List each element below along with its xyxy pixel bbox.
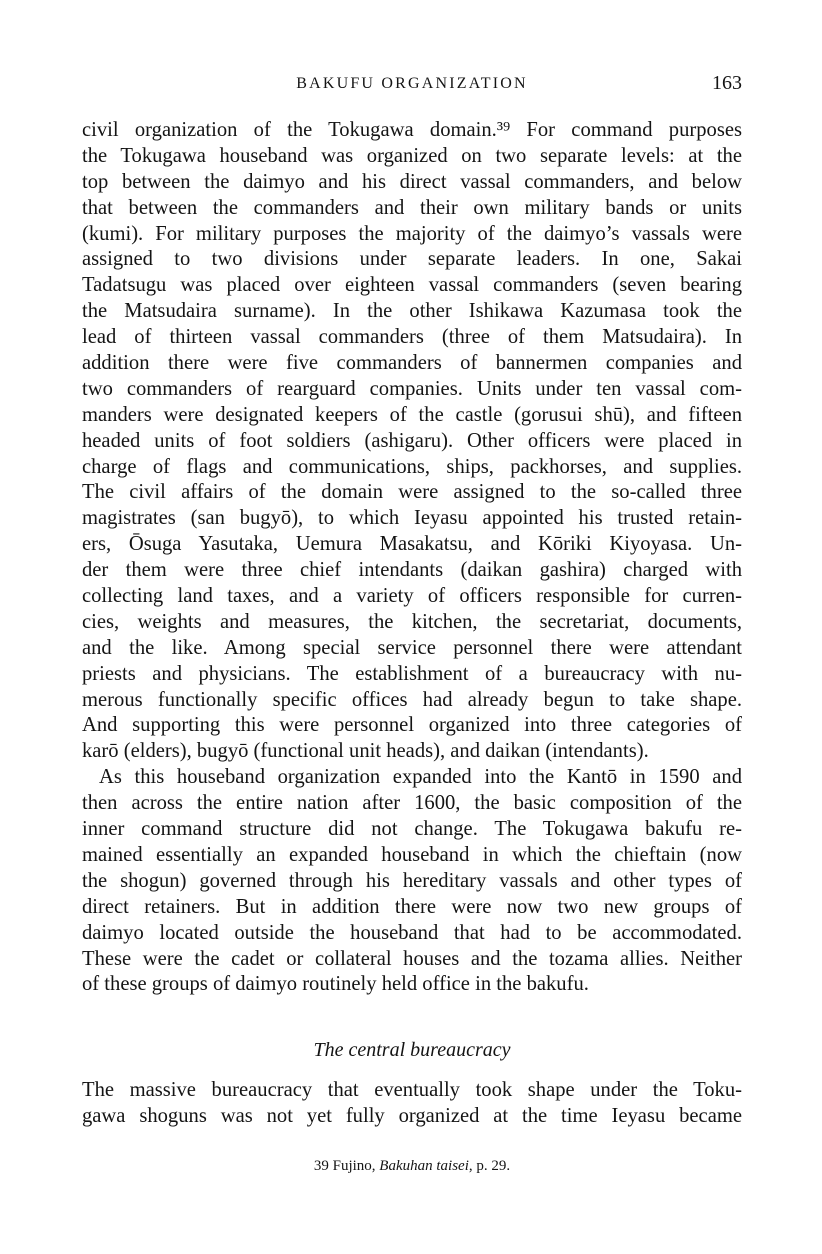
page-number: 163 [712,72,742,94]
text-line: der them were three chief intendants (daikan gashira) charged with [82,559,742,582]
section-body-text [82,1078,742,1130]
text-line: headed units of foot soldiers (ashigaru). Other officers were placed in [82,429,742,452]
paragraph-end-line: of these groups of daimyo routinely held office in the bakufu. [82,973,589,996]
text-line: charge of flags and communications, ships, packhorses, and supplies. [82,455,742,478]
text-line: civil organization of the Tokugawa domain.³⁹ For command purposes [82,119,742,141]
text-line: two commanders of rearguard companies. Units under ten vassal com- [82,377,742,400]
text-line: And supporting this were personnel organized into three categories of [82,714,742,737]
text-line: the Matsudaira surname). In the other Ishikawa Kazumasa took the [82,300,742,323]
paragraph-first-line: As this houseband organization expanded into the Kantō in 1590 and [99,766,742,789]
text-line: direct retainers. But in addition there were now two new groups of [82,895,742,918]
text-line: The massive bureaucracy that eventually took shape under the Toku- [82,1079,742,1101]
footnote-work-title: Bakuhan taisei [379,1158,469,1174]
text-line: magistrates (san bugyō), to which Ieyasu appointed his trusted retain- [82,507,742,530]
text-line: daimyo located outside the houseband that had to be accommodated. [82,921,742,944]
footnote-number: 39 [313,1158,329,1174]
text-line: These were the cadet or collateral houses and the tozama allies. Neither [82,947,742,970]
text-line: lead of thirteen vassal commanders (three of them Matsudaira). In [82,326,742,349]
text-line: collecting land taxes, and a variety of officers responsible for curren- [82,585,742,608]
running-head-title: BAKUFU ORGANIZATION [296,75,528,92]
text-line: that between the commanders and their own military bands or units [82,196,742,219]
running-head [82,72,742,102]
text-line: The civil affairs of the domain were assigned to the so-called three [82,481,742,504]
text-line: manders were designated keepers of the castle (gorusui shū), and fifteen [82,403,742,426]
text-line: addition there were five commanders of bannermen companies and [82,352,742,375]
footnote-pages: , p. 29. [468,1158,511,1174]
text-line: inner command structure did not change. The Tokugawa bakufu re- [82,818,742,841]
text-line: assigned to two divisions under separate leaders. In one, Sakai [82,248,742,271]
footnote-author: Fujino, [332,1158,376,1174]
text-line: gawa shoguns was not yet fully organized at the time Ieyasu became [82,1104,742,1127]
text-line: the shogun) governed through his hereditary vassals and other types of [82,869,742,892]
text-line: (kumi). For military purposes the majority of the daimyo’s vassals were [82,222,742,245]
text-line: the Tokugawa houseband was organized on two separate levels: at the [82,144,742,167]
text-line: and the like. Among special service personnel there were attendant [82,636,742,659]
text-line: ers, Ōsuga Yasutaka, Uemura Masakatsu, and Kōriki Kiyoyasa. Un- [82,533,742,556]
text-line: Tadatsugu was placed over eighteen vassal commanders (seven bearing [82,274,742,297]
section-heading: The central bureaucracy [313,1039,511,1061]
text-line: mained essentially an expanded houseband in which the chieftain (now [82,843,742,866]
text-line: cies, weights and measures, the kitchen, the secretariat, documents, [82,610,742,633]
text-line: then across the entire nation after 1600, the basic composition of the [82,792,742,815]
text-line: top between the daimyo and his direct vassal commanders, and below [82,170,742,193]
paragraph-end-line: karō (elders), bugyō (functional unit heads), and daikan (intendants). [82,740,649,763]
footnote [82,1158,742,1175]
body-text [82,118,742,998]
text-line: merous functionally specific offices had already begun to take shape. [82,688,742,711]
text-line: priests and physicians. The establishment of a bureaucracy with nu- [82,662,742,685]
